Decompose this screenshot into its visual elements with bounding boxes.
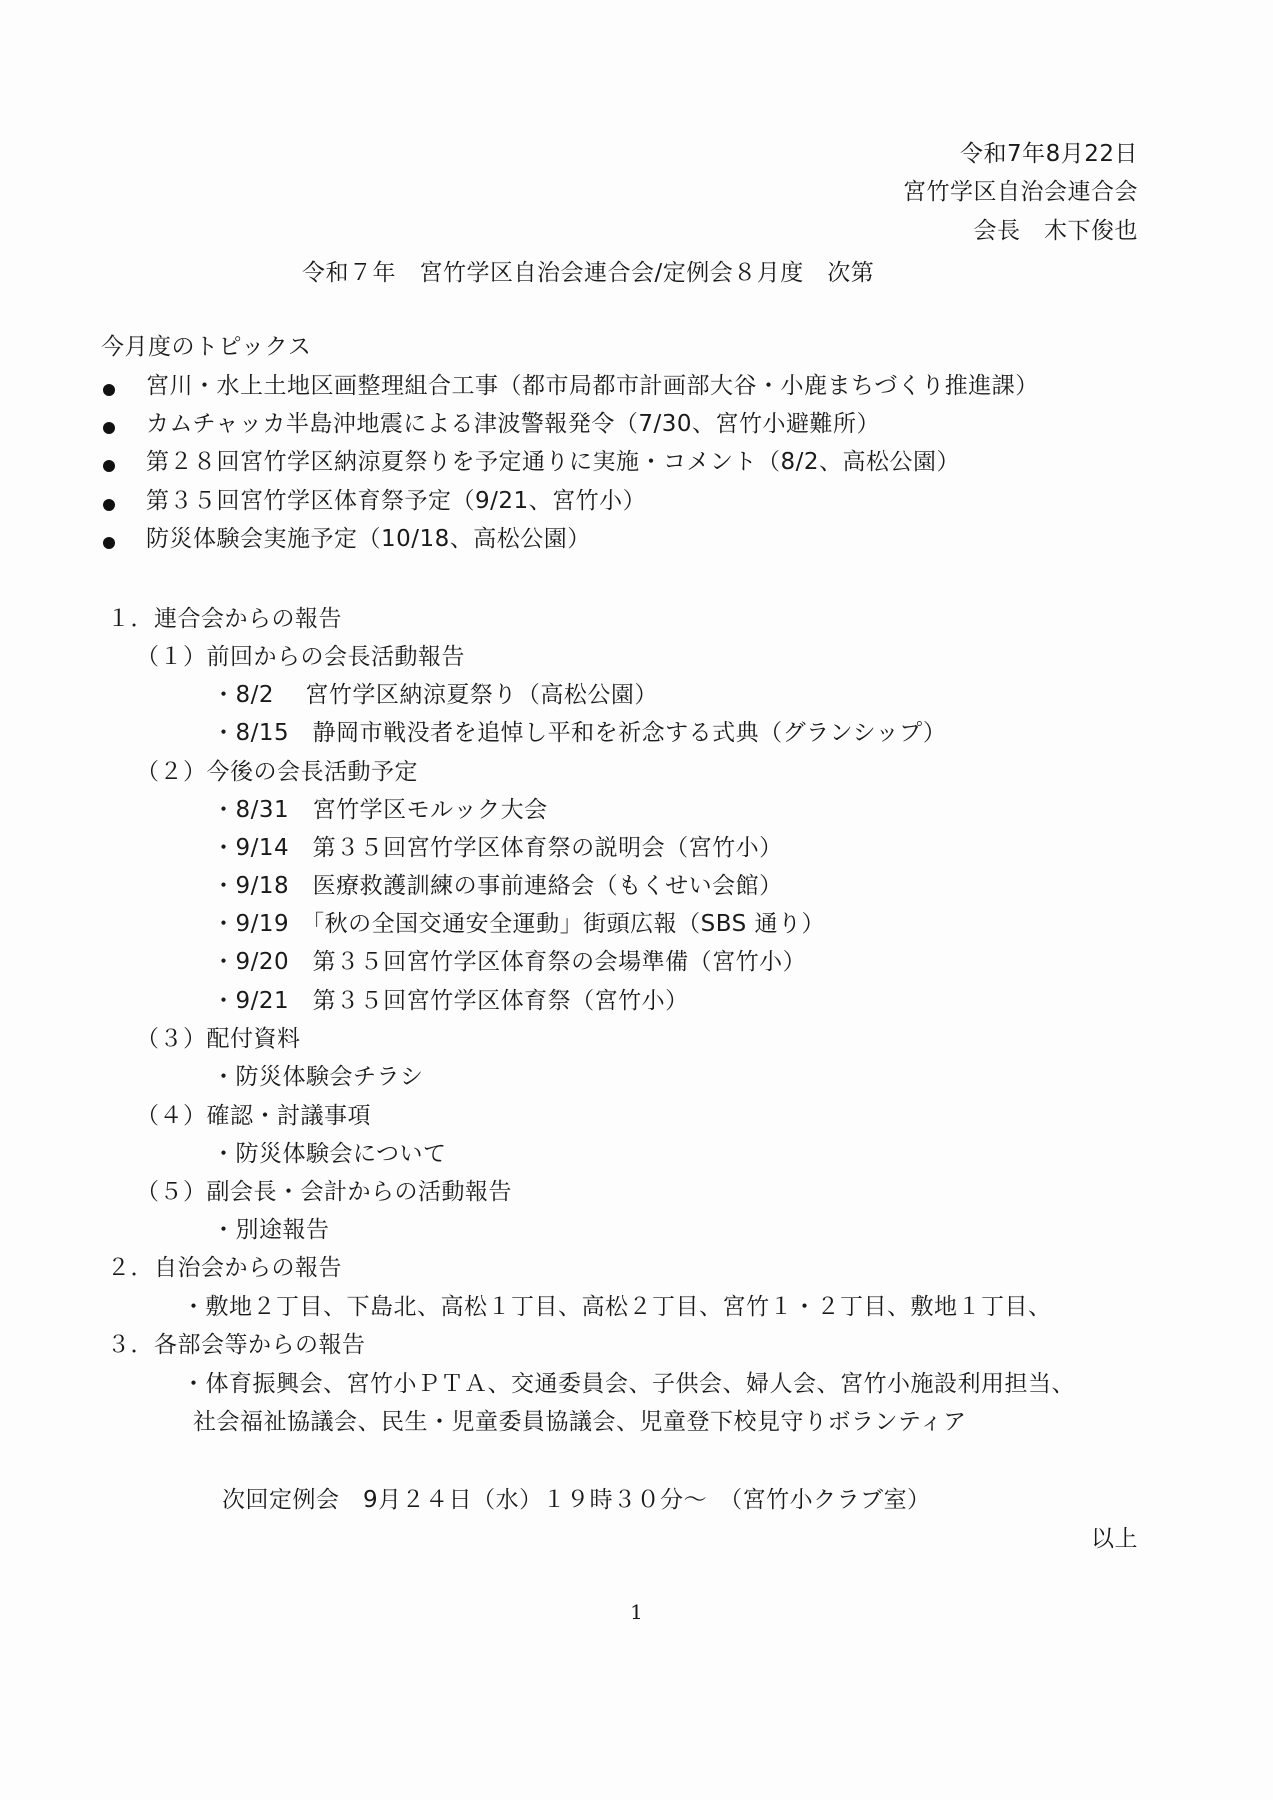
topic-item: 第３５回宮竹学区体育祭予定（9/21、宮竹小） <box>146 488 647 514</box>
closing-text: 以上 <box>1091 1526 1138 1552</box>
bullet-icon <box>103 537 115 549</box>
page-number: 1 <box>630 1600 643 1624</box>
list-item: ・防災体験会について <box>212 1141 447 1167</box>
list-item: ・9/14 第３５回宮竹学区体育祭の説明会（宮竹小） <box>212 835 783 861</box>
topic-item: 防災体験会実施予定（10/18、高松公園） <box>146 526 591 552</box>
subsection-heading: （３）配付資料 <box>136 1026 301 1052</box>
president-name: 会長 木下俊也 <box>973 218 1138 244</box>
list-item: ・9/20 第３５回宮竹学区体育祭の会場準備（宮竹小） <box>212 949 807 975</box>
list-item: ・9/19 「秋の全国交通安全運動」街頭広報（SBS 通り） <box>212 911 826 937</box>
bullet-icon <box>103 499 115 511</box>
topic-item: 第２８回宮竹学区納涼夏祭りを予定通りに実施・コメント（8/2、高松公園） <box>146 449 961 475</box>
subsection-heading: （５）副会長・会計からの活動報告 <box>136 1179 512 1205</box>
list-item: ・敷地２丁目、下島北、高松１丁目、高松２丁目、宮竹１・２丁目、敷地１丁目、 <box>182 1294 1052 1320</box>
bullet-icon <box>103 460 115 472</box>
topics-heading: 今月度のトピックス <box>101 334 312 360</box>
topic-item: カムチャッカ半島沖地震による津波警報発令（7/30、宮竹小避難所） <box>146 411 880 437</box>
list-item: ・8/31 宮竹学区モルック大会 <box>212 797 548 823</box>
document-title: 令和７年 宮竹学区自治会連合会/定例会８月度 次第 <box>302 260 875 286</box>
subsection-heading: （１）前回からの会長活動報告 <box>136 644 465 670</box>
bullet-icon <box>103 422 115 434</box>
topic-item: 宮川・水上土地区画整理組合工事（都市局都市計画部大谷・小鹿まちづくり推進課） <box>146 373 1039 399</box>
document-date: 令和7年8月22日 <box>959 141 1138 167</box>
list-item: ・8/15 静岡市戦没者を追悼し平和を祈念する式典（グランシップ） <box>212 720 947 746</box>
bullet-icon <box>103 384 115 396</box>
section-heading: ３．各部会等からの報告 <box>107 1332 366 1358</box>
list-item: ・別途報告 <box>212 1217 330 1243</box>
list-item: ・9/18 医療救護訓練の事前連絡会（もくせい会館） <box>212 873 783 899</box>
list-item: ・9/21 第３５回宮竹学区体育祭（宮竹小） <box>212 988 689 1014</box>
section-heading: １．連合会からの報告 <box>107 606 342 632</box>
subsection-heading: （４）確認・討議事項 <box>136 1103 371 1129</box>
next-meeting: 次回定例会 9月２４日（水）１９時３０分～ （宮竹小クラブ室） <box>222 1487 931 1513</box>
list-item: 社会福祉協議会、民生・児童委員協議会、児童登下校見守りボランティア <box>193 1409 967 1435</box>
list-item: ・8/2 宮竹学区納涼夏祭り（高松公園） <box>212 682 658 708</box>
list-item: ・体育振興会、宮竹小ＰＴＡ、交通委員会、子供会、婦人会、宮竹小施設利用担当、 <box>182 1371 1075 1397</box>
list-item: ・防災体験会チラシ <box>212 1064 424 1090</box>
section-heading: ２．自治会からの報告 <box>107 1255 342 1281</box>
organization-name: 宮竹学区自治会連合会 <box>903 179 1138 205</box>
subsection-heading: （２）今後の会長活動予定 <box>136 759 418 785</box>
